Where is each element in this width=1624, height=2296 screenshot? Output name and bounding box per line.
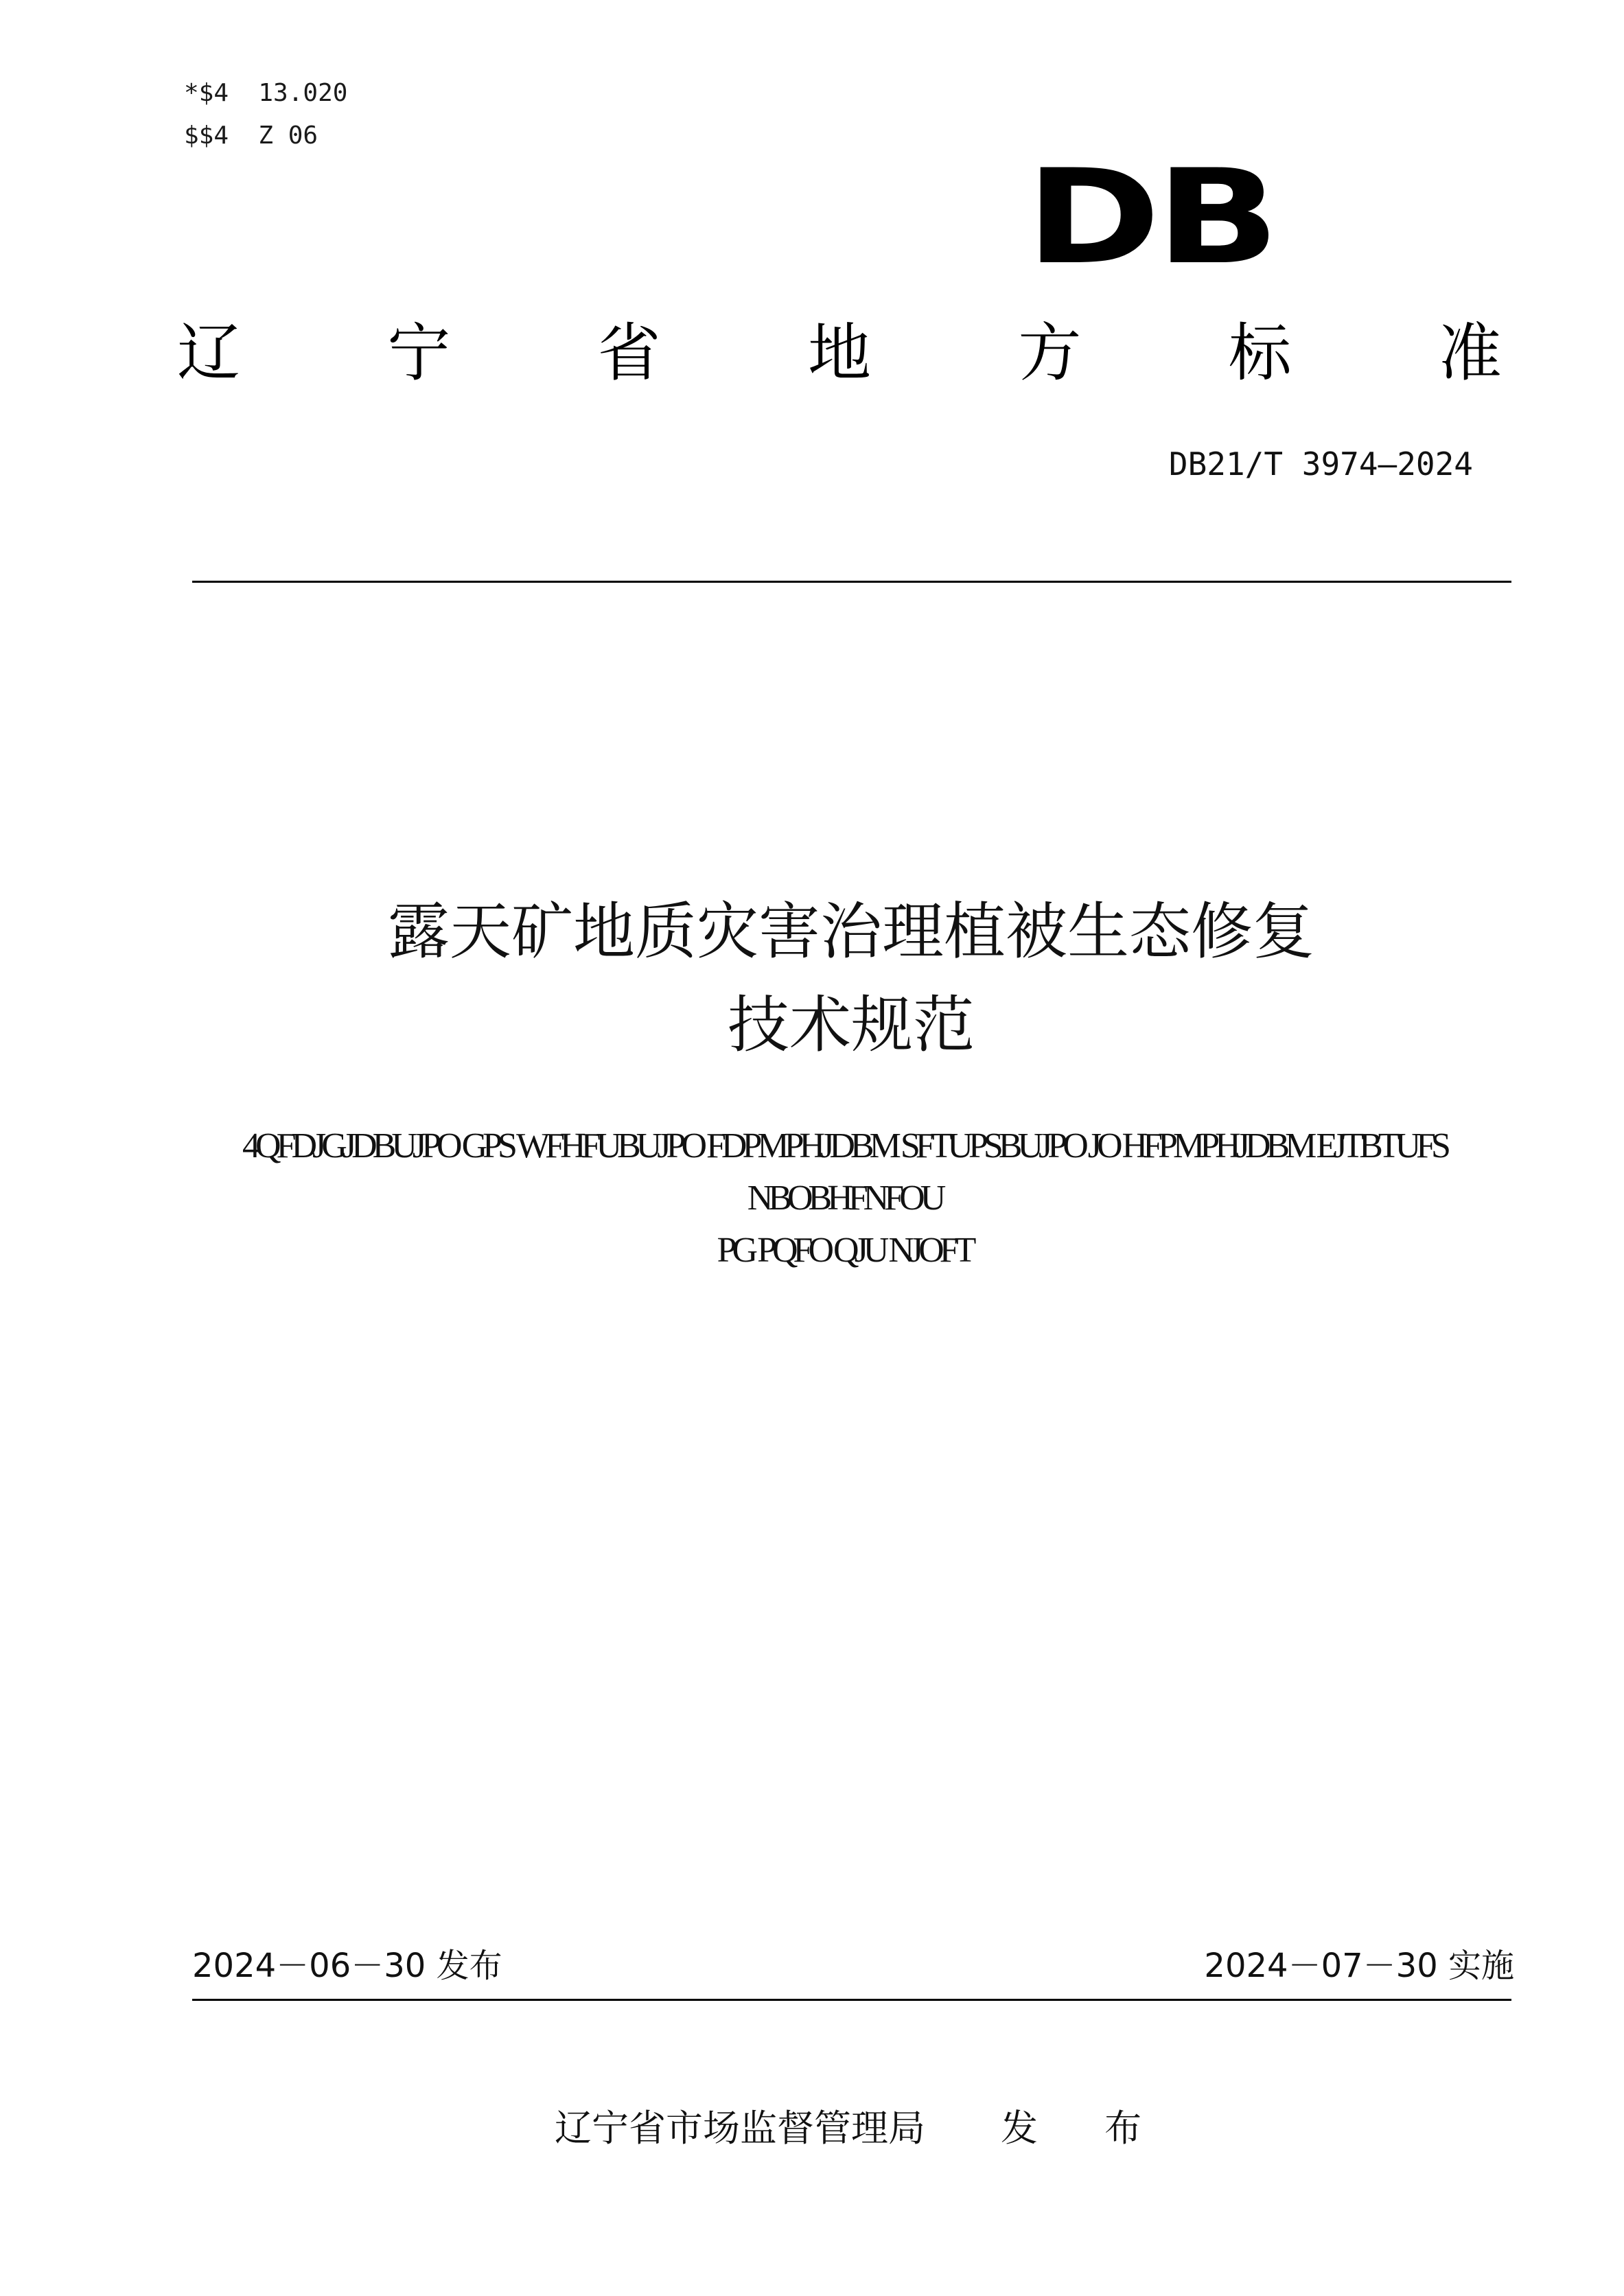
issuer-name: 辽宁省市场监督管理局 [555,2107,925,2150]
category-char: 地 [807,316,871,390]
category-char: 标 [1228,316,1292,390]
document-title [0,885,1624,1072]
ics-code: *$4 13.020 [184,79,348,107]
document-title-line1: 露天矿地质灾害治理植被生态修复 [388,896,1314,968]
top-divider [192,581,1511,583]
document-title-line2: 技术规范 [728,989,975,1061]
bottom-divider [192,1999,1511,2001]
document-subtitle [158,1120,1531,1277]
document-subtitle-line1: 4QFDJGJDBUJPO GPS WFHFUBUJPO FDPMPHJDBM SFTUPSBUJPO JO HFPMPHJDBM EJTBTUFS NBOBHFNFOU [242,1126,1446,1218]
category-char: 省 [597,316,661,390]
category-char: 准 [1438,316,1502,390]
standard-category-title [177,316,1502,391]
document-subtitle-line2: PG PQFO QJU NJOFT [717,1231,972,1270]
category-char: 辽 [177,316,241,390]
db-logo: DB [1025,141,1275,293]
category-char: 方 [1018,316,1082,390]
implement-date: 2024－07－30 实施 [1204,1947,1514,1985]
category-char: 宁 [387,316,451,390]
issue-action: 发 布 [1001,2107,1170,2150]
standard-number: DB21/T 3974—2024 [1168,445,1473,483]
ccs-code: $$4 Z 06 [184,121,318,150]
publish-date: 2024－06－30 发布 [192,1947,502,1985]
issuer-line [555,2106,1169,2151]
